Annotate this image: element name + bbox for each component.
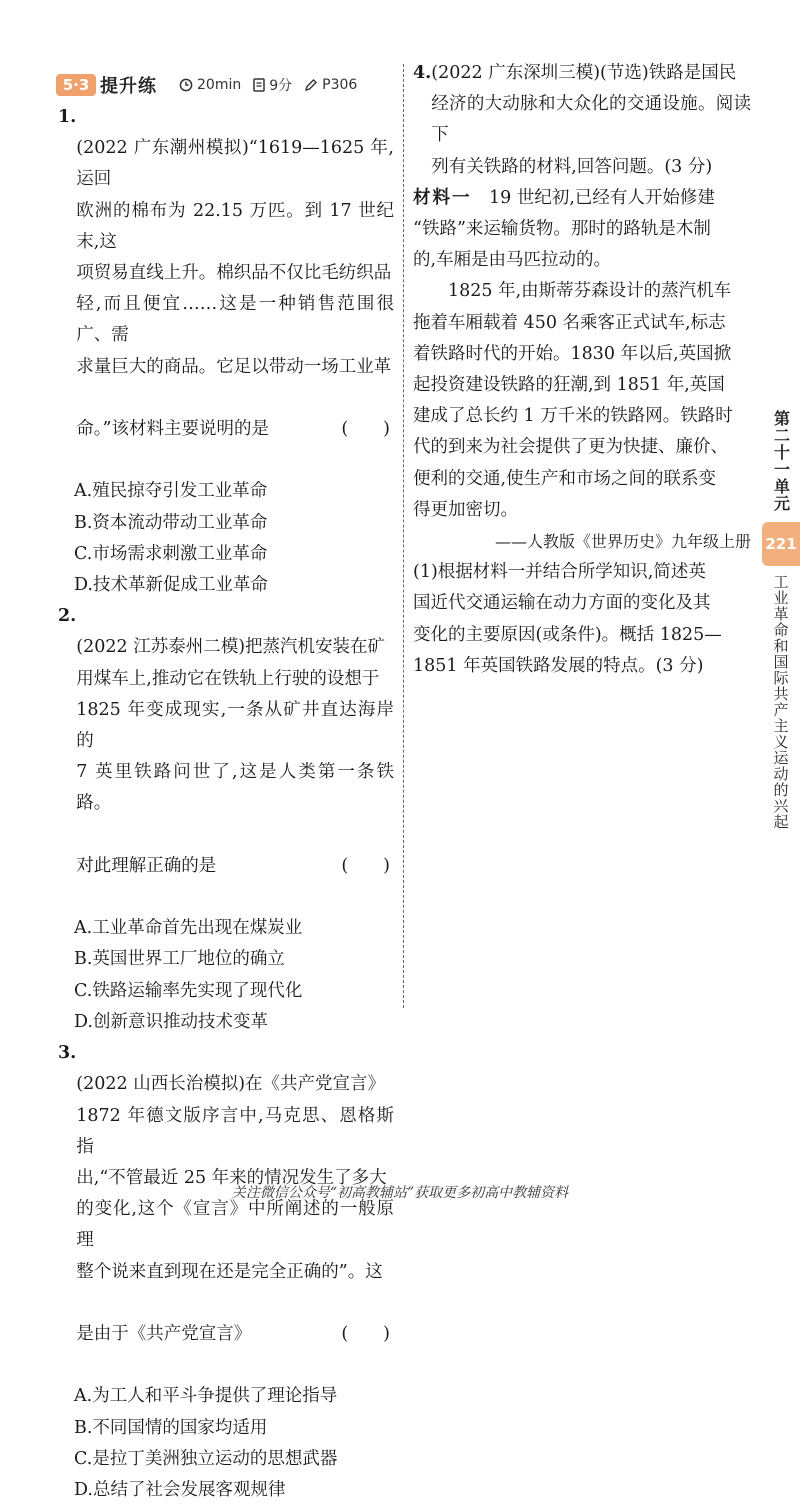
pencil-icon [304, 78, 318, 92]
side-tab [762, 410, 800, 830]
answer-page-label: P306 [322, 77, 358, 93]
material-text: 19 世纪初,已经有人开始修建 “铁路”来运输货物。那时的路轨是木制 的,车厢是由马匹拉动的。 [413, 187, 715, 271]
question-stem: (2022 广东潮州模拟)“1619—1625 年,运回 欧洲的棉布为 22.15 万匹。到 17 世纪末,这 项贸易直线上升。棉织品不仅比毛纺织品 轻,而且便宜……这是一种销售范围很广、需 求量巨大的商品。它足以带动一场工业革 [76, 138, 394, 377]
option-b[interactable]: B.资本流动带动工业革命 [74, 512, 268, 533]
answer-blank[interactable]: ( ) [341, 419, 390, 440]
answer-blank[interactable]: ( ) [341, 1323, 390, 1344]
page-number: 221 [762, 522, 800, 566]
question-number: 1. [58, 107, 77, 127]
option-b[interactable]: B.不同国情的国家均适用 [74, 1417, 268, 1438]
time-label: 20min [197, 77, 242, 93]
option-d[interactable]: D.技术革新促成工业革命 [74, 575, 268, 596]
time-meta [179, 77, 241, 93]
answer-blank[interactable]: ( ) [341, 855, 390, 876]
section-title: 提升练 [100, 76, 157, 97]
question-number: 3. [58, 1043, 77, 1064]
question-number: 4. [413, 63, 432, 83]
option-d[interactable]: D.创新意识推动技术变革 [74, 1011, 268, 1032]
question-3 [58, 1038, 394, 1506]
material-source: ——人教版《世界历史》九年级上册 [494, 532, 751, 552]
answer-page-meta [304, 77, 357, 93]
option-c[interactable]: C.铁路运输率先实现了现代化 [74, 980, 303, 1001]
material-one [413, 183, 751, 277]
column-divider [403, 64, 404, 1008]
section-header [56, 72, 369, 98]
sub-question: (1)根据材料一并结合所学知识,简述英 国近代交通运输在动力方面的变化及其 变化的主要原因(或条件)。概括 1825— 1851 年英国铁路发展的特点。(3 分) [413, 562, 722, 676]
option-a[interactable]: A.为工人和平斗争提供了理论指导 [74, 1386, 338, 1407]
question-number: 2. [58, 606, 77, 627]
question-stem-end: 是由于《共产党宣言》 [76, 1323, 252, 1344]
question-stem: (2022 山西长治模拟)在《共产党宣言》 1872 年德文版序言中,马克思、恩格斯指 出,“不管最近 25 年来的情况发生了多大 的变化,这个《宣言》中所阐述的一般原理 整个说来直到现在还是完全正确的”。这 [76, 1074, 394, 1282]
score-label: 9分 [269, 78, 293, 94]
option-c[interactable]: C.是拉丁美洲独立运动的思想武器 [74, 1448, 338, 1469]
footer-note: 关注微信公众号“初高教辅站”获取更多初高中教辅资料 [231, 1185, 569, 1201]
chapter-title: 工业革命和国际共产主义运动的兴起 [771, 574, 790, 830]
clock-icon [179, 78, 193, 92]
unit-label: 第二十一单元 [771, 410, 791, 512]
question-stem: (2022 江苏泰州二模)把蒸汽机安装在矿 用煤车上,推动它在铁轨上行驶的设想于 1825 年变成现实,一条从矿井直达海岸的 7 英里铁路问世了,这是人类第一条铁路。 [76, 637, 394, 814]
section-badge: 5·3 [56, 74, 96, 96]
material-label: 材料一 [413, 187, 472, 208]
question-stem: (2022 广东深圳三模)(节选)铁路是国民 经济的大动脉和大众化的交通设施。阅读下 列有关铁路的材料,回答问题。(3 分) [431, 63, 751, 177]
question-2 [58, 601, 394, 1038]
option-d[interactable]: D.总结了社会发展客观规律 [74, 1479, 286, 1500]
question-stem-end: 对此理解正确的是 [76, 855, 217, 876]
left-column [58, 102, 394, 1506]
option-c[interactable]: C.市场需求刺激工业革命 [74, 543, 268, 564]
right-column [413, 58, 751, 682]
option-b[interactable]: B.英国世界工厂地位的确立 [74, 949, 285, 970]
question-1 [58, 102, 394, 601]
option-a[interactable]: A.工业革命首先出现在煤炭业 [74, 918, 303, 939]
score-sheet-icon [253, 78, 265, 92]
material-paragraph: 1825 年,由斯蒂芬森设计的蒸汽机车 拖着车厢载着 450 名乘客正式试车,标志 着铁路时代的开始。1830 年以后,英国掀 起投资建设铁路的狂潮,到 1851 年,英国 建成了总长约 1 万千米的铁路网。铁路时 代的到来为社会提供了更为快捷、廉价、 便利的交通,使生产和市场之间的联系变 得更加密切。 [413, 281, 733, 520]
option-a[interactable]: A.殖民掠夺引发工业革命 [74, 481, 268, 502]
question-4 [413, 58, 751, 183]
question-stem-end: 命。”该材料主要说明的是 [76, 419, 269, 440]
score-meta [253, 75, 292, 95]
